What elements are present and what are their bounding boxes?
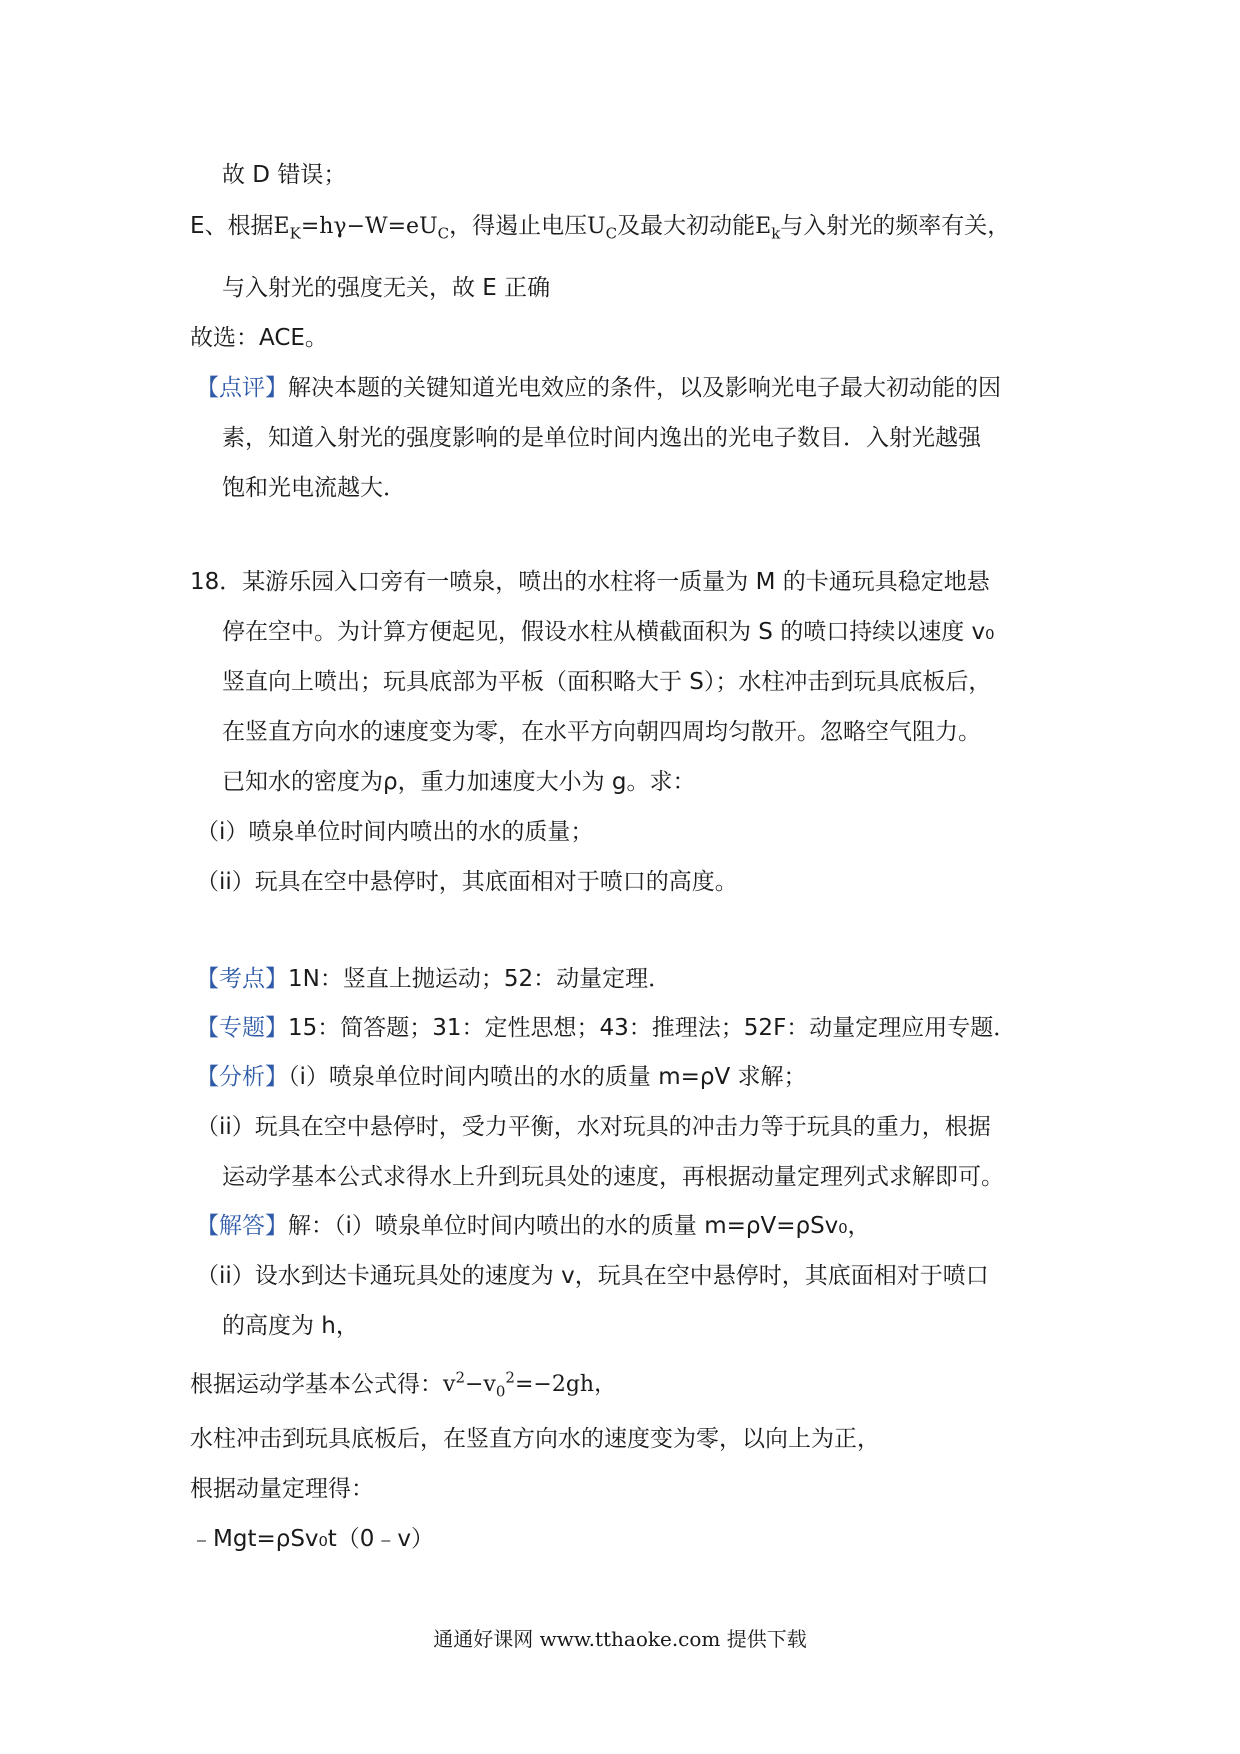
text-fragment: 与入射光的频率有关， <box>780 213 1011 239</box>
text-fragment: 根据运动学基本公式得： <box>190 1371 443 1398</box>
text-fragment: （i）喷泉单位时间内喷出的水的质量 m=ρV 求解； <box>288 1064 807 1090</box>
question-18-line: 18．某游乐园入口旁有一喷泉，喷出的水柱将一质量为 M 的卡通玩具稳定地悬 <box>190 569 990 595</box>
kaodian-line <box>196 962 671 996</box>
text-line: （ii）设水到达卡通玩具处的速度为 v，玩具在空中悬停时，其底面相对于喷口 <box>196 1263 989 1289</box>
answer-line: 故选：ACE。 <box>190 325 328 351</box>
fenxi-line <box>196 1060 807 1094</box>
text-line: 水柱冲击到玩具底板后，在竖直方向水的速度变为零，以向上为正， <box>190 1426 880 1452</box>
comment-tag: 【点评】 <box>196 375 288 401</box>
text-line: 运动学基本公式求得水上升到玩具处的速度，再根据动量定理列式求解即可。 <box>222 1164 1004 1190</box>
text-line: 故 D 错误； <box>222 162 347 188</box>
kinematics-line <box>190 1361 616 1409</box>
comment-line <box>196 371 1001 405</box>
jieda-tag: 【解答】 <box>196 1213 288 1239</box>
text-line: 停在空中。为计算方便起见，假设水柱从横截面积为 S 的喷口持续以速度 v₀ <box>222 619 995 645</box>
footer-text: 通通好课网 www.tthaoke.com 提供下载 <box>433 1627 807 1651</box>
text-fragment: 解：（i）喷泉单位时间内喷出的水的质量 m=ρV=ρSv₀， <box>288 1213 871 1239</box>
text-fragment: 1N：竖直上抛运动；52：动量定理． <box>288 966 672 992</box>
zhuanti-tag: 【专题】 <box>196 1015 288 1041</box>
fenxi-tag: 【分析】 <box>196 1064 288 1090</box>
zhuanti-line <box>196 1011 1016 1045</box>
text-line: 已知水的密度为ρ，重力加速度大小为 g。求： <box>222 769 696 795</box>
text-line: （ii）玩具在空中悬停时，受力平衡，水对玩具的冲击力等于玩具的重力，根据 <box>196 1114 991 1140</box>
subquestion-ii: （ii）玩具在空中悬停时，其底面相对于喷口的高度。 <box>196 869 738 895</box>
text-line: 与入射光的强度无关，故 E 正确 <box>222 275 551 301</box>
text-line: 根据动量定理得： <box>190 1476 374 1502</box>
kaodian-tag: 【考点】 <box>196 966 288 992</box>
formula-ek: $E_K=h\gamma-W=eU_C$ <box>273 214 450 243</box>
formula-uc: $U_C$ <box>587 214 618 243</box>
formula-kinematics: $v^2-v_0^2=-2gh$， <box>443 1369 617 1401</box>
text-line: 竖直向上喷出；玩具底部为平板（面积略大于 S）；水柱冲击到玩具底板后， <box>222 669 992 695</box>
text-line: 的高度为 h， <box>222 1313 359 1339</box>
text-line: 素，知道入射光的强度影响的是单位时间内逸出的光电子数目．入射光越强 <box>222 425 981 451</box>
text-line: 饱和光电流越大． <box>222 475 406 501</box>
equation-line: ﹣Mgt=ρSv₀t（0﹣v） <box>190 1526 435 1552</box>
text-fragment: ，得遏止电压 <box>449 213 588 239</box>
text-line: 在竖直方向水的速度变为零，在水平方向朝四周均匀散开。忽略空气阻力。 <box>222 719 981 745</box>
subquestion-i: （i）喷泉单位时间内喷出的水的质量； <box>196 819 594 845</box>
text-fragment: 及最大初动能 <box>617 213 756 239</box>
text-fragment: 解决本题的关键知道光电效应的条件，以及影响光电子最大初动能的因 <box>288 375 1001 401</box>
text-fragment: E、根据 <box>190 213 274 239</box>
text-fragment: 15：简答题；31：定性思想；43：推理法；52F：动量定理应用专题． <box>288 1015 1017 1041</box>
jieda-line <box>196 1209 871 1243</box>
option-e-line <box>190 209 1010 250</box>
formula-ek2: $E_k$ <box>755 214 781 243</box>
